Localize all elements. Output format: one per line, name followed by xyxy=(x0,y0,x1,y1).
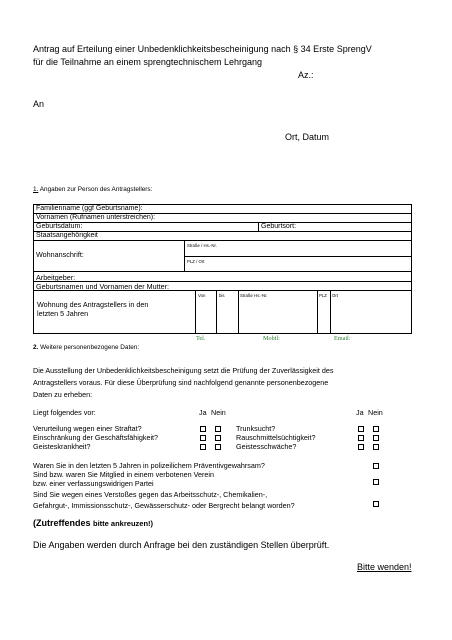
nein-header-left: Nein xyxy=(211,408,226,417)
tel-label: Tel. xyxy=(196,335,206,342)
verein-checkbox[interactable] xyxy=(373,479,379,485)
question-verstoss-line2: Gefahrgut-, Immissionsschutz-, Gewässerschutz- oder Bergrecht belangt worden? xyxy=(33,501,295,510)
item-rauschmittel: Rauschmittelsüchtigkeit? xyxy=(236,433,316,442)
col-von-header: Von xyxy=(198,293,206,298)
residences-5y-label-line2: letzten 5 Jahren xyxy=(37,309,89,318)
birth-place-field[interactable]: Geburtsort: xyxy=(259,223,412,232)
question-verein-line1: Sind bzw. waren Sie Mitglied in einem verbotenen Verein xyxy=(33,470,214,479)
section1-heading xyxy=(33,186,152,193)
document-title-line2: für die Teilnahme an einem sprengtechnischem Lehrgang xyxy=(33,57,262,67)
section2-number: 2. xyxy=(33,344,39,351)
item-geschaeftsfaehigkeit: Einschränkung der Geschäftsfähigkeit? xyxy=(33,433,159,442)
verstoss-checkbox[interactable] xyxy=(373,501,379,507)
family-name-field[interactable]: Familienname (ggf Geburtsname): xyxy=(34,205,412,214)
section2-title: Weitere personenbezogene Daten: xyxy=(40,344,140,351)
item-straftat: Verurteilung wegen einer Straftat? xyxy=(33,424,142,433)
az-label: Az.: xyxy=(298,70,314,80)
residence-label: Wohnanschrift: xyxy=(36,250,84,259)
trunksucht-nein-checkbox[interactable] xyxy=(373,426,379,432)
citizenship-field[interactable]: Staatsangehörigkeit xyxy=(34,232,412,241)
tick-applicable-note xyxy=(33,518,153,528)
rauschmittel-nein-checkbox[interactable] xyxy=(373,435,379,441)
inquiry-statement: Die Angaben werden durch Anfrage bei den zuständigen Stellen überprüft. xyxy=(33,540,330,550)
rauschmittel-ja-checkbox[interactable] xyxy=(358,435,364,441)
ja-header-right: Ja xyxy=(356,408,364,417)
note-main: (Zutreffendes xyxy=(33,518,94,528)
straftat-nein-checkbox[interactable] xyxy=(215,426,221,432)
personal-data-table xyxy=(33,204,412,241)
given-names-field[interactable]: Vornamen (Rufnamen unterstreichen): xyxy=(34,214,412,223)
item-geistesschwaeche: Geistesschwäche? xyxy=(236,442,297,451)
geschaeftsfaehigkeit-nein-checkbox[interactable] xyxy=(215,435,221,441)
geisteskrankheit-nein-checkbox[interactable] xyxy=(215,444,221,450)
geschaeftsfaehigkeit-ja-checkbox[interactable] xyxy=(200,435,206,441)
residence-row xyxy=(33,240,412,272)
col-ort-header: Ort xyxy=(332,293,338,298)
recipient-label: An xyxy=(33,99,45,109)
geistesschwaeche-ja-checkbox[interactable] xyxy=(358,444,364,450)
question-verstoss-line1: Sind Sie wegen eines Verstoßes gegen das Arbeitsschutz-, Chemikalien-, xyxy=(33,490,268,499)
section2-heading xyxy=(33,344,139,351)
nein-header-right: Nein xyxy=(368,408,383,417)
street-subfield[interactable]: Straße / Hs.-Nr. xyxy=(187,243,217,248)
trunksucht-ja-checkbox[interactable] xyxy=(358,426,364,432)
checklist-question: Liegt folgendes vor: xyxy=(33,408,96,417)
question-praeventivgewahrsam: Waren Sie in den letzten 5 Jahren in polizeilichem Präventivgewahrsam? xyxy=(33,461,265,470)
section2-intro-line2: Antragstellers voraus. Für diese Überprüfung sind nachfolgend genannte personenbezogene xyxy=(33,378,329,387)
section1-title: Angaben zur Person des Antragstellers: xyxy=(39,186,153,193)
email-label: Email: xyxy=(334,335,351,342)
col-street-header: Straße Hs.-Nr. xyxy=(240,293,268,298)
place-date-label: Ort, Datum xyxy=(285,132,330,142)
praeventivgewahrsam-checkbox[interactable] xyxy=(373,463,379,469)
birth-date-field[interactable]: Geburtsdatum: xyxy=(34,223,259,232)
mobil-label: Mobil: xyxy=(263,335,280,342)
please-turn-over: Bitte wenden! xyxy=(357,562,412,572)
item-trunksucht: Trunksucht? xyxy=(236,424,276,433)
item-geisteskrankheit: Geisteskrankheit? xyxy=(33,442,91,451)
document-title-line1: Antrag auf Erteilung einer Unbedenklichkeitsbescheinigung nach § 34 Erste SprengV xyxy=(33,44,372,54)
straftat-ja-checkbox[interactable] xyxy=(200,426,206,432)
previous-residences-row xyxy=(33,291,412,334)
section2-intro-line1: Die Ausstellung der Unbedenklichkeitsbescheinigung setzt die Prüfung der Zuverlässigkeit des xyxy=(33,366,334,375)
note-small: bitte ankreuzen!) xyxy=(93,519,154,528)
question-verein-line2: bzw. einer verfassungswidrigen Partei xyxy=(33,479,154,488)
employer-mother-rows xyxy=(33,272,412,291)
ja-header-left: Ja xyxy=(199,408,207,417)
employer-field[interactable]: Arbeitgeber: xyxy=(36,273,76,282)
section2-intro-line3: Daten zu erheben: xyxy=(33,390,93,399)
residences-5y-label-line1: Wohnung des Antragstellers in den xyxy=(37,300,149,309)
plz-city-subfield[interactable]: PLZ / Ort xyxy=(187,259,205,264)
geistesschwaeche-nein-checkbox[interactable] xyxy=(373,444,379,450)
section1-number: 1. xyxy=(33,186,39,193)
col-plz-header: PLZ xyxy=(319,293,327,298)
col-bis-header: bis xyxy=(219,293,225,298)
geisteskrankheit-ja-checkbox[interactable] xyxy=(200,444,206,450)
mother-names-field[interactable]: Geburtsnamen und Vornamen der Mutter: xyxy=(36,282,170,291)
